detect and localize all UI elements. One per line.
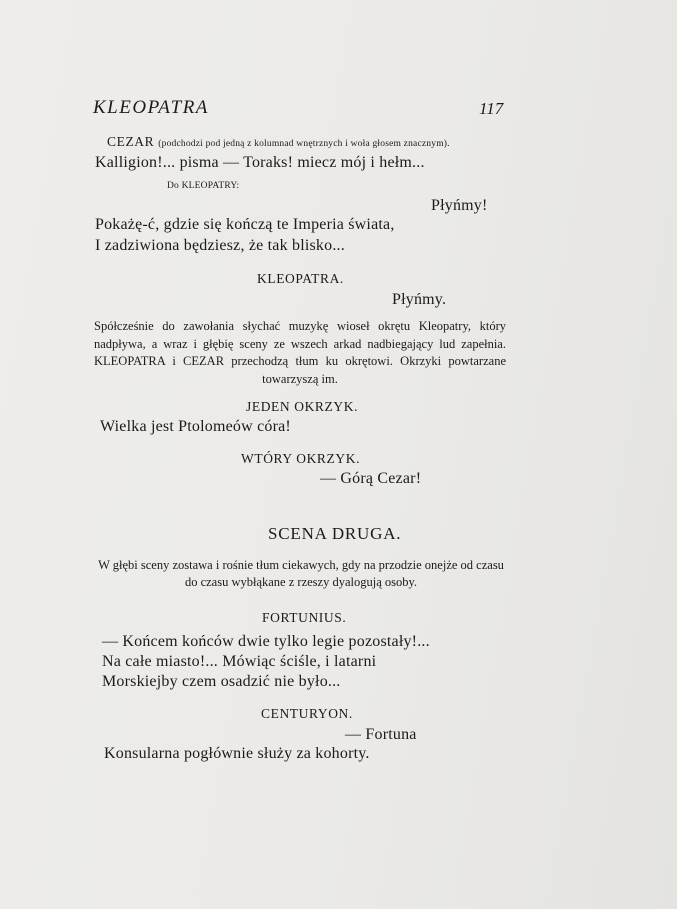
verse-line: Płyńmy! [431,197,488,214]
verse-line: Pokażę-ć, gdzie się kończą te Imperia świata, [95,216,395,233]
stage-direction: (podchodzi pod jedną z kolumnad wnętrznych i woła głosem znacznym). [158,139,450,149]
stage-direction-block: W głębi sceny zostawa i rośnie tłum ciekawych, gdy na przodzie onejże od czasu do czasu wybłąkane z rzeszy dyalogują osoby. [98,558,504,589]
speaker-name: CEZAR [107,134,155,149]
running-title: KLEOPATRA [93,97,209,118]
scene-title: SCENA DRUGA. [268,524,402,543]
speaker-name: CENTURYON. [261,706,353,721]
verse-line: Konsularna pogłównie służy za kohorty. [104,745,370,762]
verse-line: — Końcem końców dwie tylko legie pozostały!... [102,633,430,650]
verse-line: I zadziwiona będziesz, że tak blisko... [95,237,345,254]
verse-line: Wielka jest Ptolomeów córa! [100,418,291,435]
speaker-name: FORTUNIUS. [262,610,347,625]
speaker-name: JEDEN OKRZYK. [246,399,359,414]
verse-line: Płyńmy. [392,291,447,308]
speaker-name: WTÓRY OKRZYK. [241,451,361,466]
cezar-speaker-line [107,133,450,151]
speaker-name: KLEOPATRA. [257,271,344,286]
verse-line: Morskiejby czem osadzić nie było... [102,673,341,690]
verse-line: Kalligion!... pisma — Toraks! miecz mój i hełm... [95,154,425,171]
verse-line: Na całe miasto!... Mówiąc ściśle, i latarni [102,653,377,670]
verse-line: — Górą Cezar! [320,470,422,487]
stage-direction: Do KLEOPATRY: [167,181,240,191]
page-number: 117 [479,99,504,118]
verse-line: — Fortuna [345,726,417,743]
stage-direction-block: Spółcześnie do zawołania słychać muzykę wioseł okrętu Kleopatry, który nadpływa, a wraz i głębię sceny ze wszech arkad nadbiegający lud zapełnia. KLEOPATRA i CEZAR przechodzą tłum ku okrętowi. Okrzyki powtarzane towarzyszą im. [94,319,506,386]
